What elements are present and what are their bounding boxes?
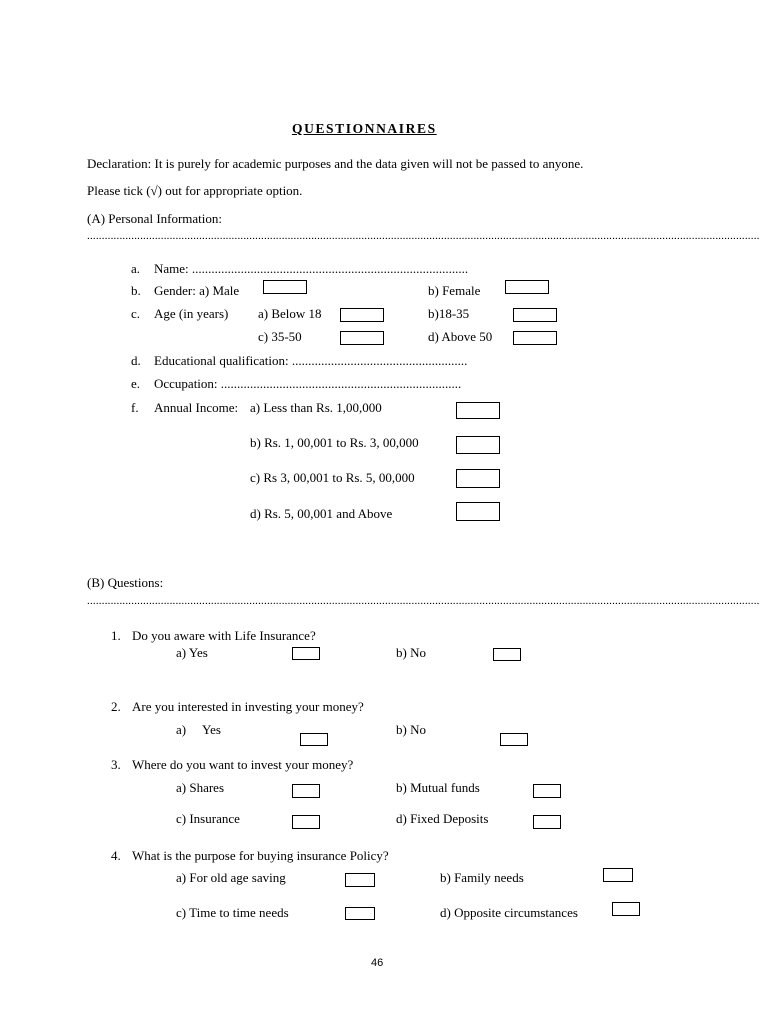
q3-fixed-deposits-checkbox[interactable]: [533, 815, 561, 829]
income-option-a-label: a) Less than Rs. 1,00,000: [250, 400, 382, 415]
occupation-marker: e.: [131, 376, 141, 391]
q4-family-needs-checkbox[interactable]: [603, 868, 633, 882]
income-option-b-checkbox[interactable]: [456, 436, 500, 454]
q2-yes-checkbox[interactable]: [300, 733, 328, 746]
question-4-number: 4.: [111, 848, 121, 863]
section-b-dotted-separator: ....................................................................................................................................................................................................................................: [87, 595, 760, 607]
gender-male-checkbox[interactable]: [263, 280, 307, 294]
question-3-text: Where do you want to invest your money?: [132, 757, 354, 772]
q1-no-label: b) No: [396, 645, 426, 660]
income-option-c-checkbox[interactable]: [456, 469, 500, 488]
age-35-50-label: c) 35-50: [258, 329, 302, 344]
declaration-text: Declaration: It is purely for academic purposes and the data given will not be passed to anyone.: [87, 156, 584, 171]
q1-yes-label: a) Yes: [176, 645, 208, 660]
q1-yes-checkbox[interactable]: [292, 647, 320, 660]
age-label: Age (in years): [154, 306, 229, 321]
age-above50-label: d) Above 50: [428, 329, 493, 344]
question-1-number: 1.: [111, 628, 121, 643]
q4-old-age-saving-label: a) For old age saving: [176, 870, 286, 885]
q3-fixed-deposits-label: d) Fixed Deposits: [396, 811, 489, 826]
age-35-50-checkbox[interactable]: [340, 331, 384, 345]
question-2-number: 2.: [111, 699, 121, 714]
education-field[interactable]: Educational qualification: ......................................................: [154, 353, 468, 368]
income-option-b-label: b) Rs. 1, 00,001 to Rs. 3, 00,000: [250, 435, 419, 450]
age-18-35-checkbox[interactable]: [513, 308, 557, 322]
q2-yes-marker: a): [176, 722, 187, 737]
occupation-field[interactable]: Occupation: ..........................................................................: [154, 376, 462, 391]
income-option-d-label: d) Rs. 5, 00,001 and Above: [250, 506, 393, 521]
education-marker: d.: [131, 353, 141, 368]
question-1-text: Do you aware with Life Insurance?: [132, 628, 316, 643]
q4-opposite-circumstances-checkbox[interactable]: [612, 902, 640, 916]
q2-yes-label: Yes: [202, 722, 221, 737]
page-title: QUESTIONNAIRES: [292, 121, 437, 136]
q1-no-checkbox[interactable]: [493, 648, 521, 661]
age-above50-checkbox[interactable]: [513, 331, 557, 345]
q2-no-checkbox[interactable]: [500, 733, 528, 746]
section-a-dotted-separator: ....................................................................................................................................................................................................................................: [87, 230, 760, 242]
age-18-35-label: b)18-35: [428, 306, 470, 321]
question-3-number: 3.: [111, 757, 121, 772]
income-label: Annual Income:: [154, 400, 239, 415]
q3-shares-checkbox[interactable]: [292, 784, 320, 798]
q3-mutual-funds-label: b) Mutual funds: [396, 780, 480, 795]
q3-shares-label: a) Shares: [176, 780, 225, 795]
q2-no-label: b) No: [396, 722, 426, 737]
q3-insurance-checkbox[interactable]: [292, 815, 320, 829]
question-4-text: What is the purpose for buying insurance Policy?: [132, 848, 389, 863]
age-below18-checkbox[interactable]: [340, 308, 384, 322]
gender-marker: b.: [131, 283, 141, 298]
income-option-d-checkbox[interactable]: [456, 502, 500, 521]
age-marker: c.: [131, 306, 141, 321]
name-marker: a.: [131, 261, 141, 276]
q4-time-to-time-label: c) Time to time needs: [176, 905, 289, 920]
q4-time-to-time-checkbox[interactable]: [345, 907, 375, 920]
income-option-c-label: c) Rs 3, 00,001 to Rs. 5, 00,000: [250, 470, 415, 485]
question-2-text: Are you interested in investing your money?: [132, 699, 364, 714]
name-field[interactable]: Name: .....................................................................................: [154, 261, 469, 276]
q3-insurance-label: c) Insurance: [176, 811, 240, 826]
page-number: 46: [371, 957, 384, 969]
q3-mutual-funds-checkbox[interactable]: [533, 784, 561, 798]
income-option-a-checkbox[interactable]: [456, 402, 500, 419]
income-marker: f.: [131, 400, 139, 415]
q4-old-age-saving-checkbox[interactable]: [345, 873, 375, 887]
age-below18-label: a) Below 18: [258, 306, 322, 321]
section-b-heading: (B) Questions:: [87, 575, 164, 590]
section-a-heading: (A) Personal Information:: [87, 211, 223, 226]
gender-label: Gender: a) Male: [154, 283, 240, 298]
q4-family-needs-label: b) Family needs: [440, 870, 524, 885]
gender-female-label: b) Female: [428, 283, 481, 298]
gender-female-checkbox[interactable]: [505, 280, 549, 294]
q4-opposite-circumstances-label: d) Opposite circumstances: [440, 905, 578, 920]
instruction-text: Please tick (√) out for appropriate option.: [87, 183, 303, 198]
